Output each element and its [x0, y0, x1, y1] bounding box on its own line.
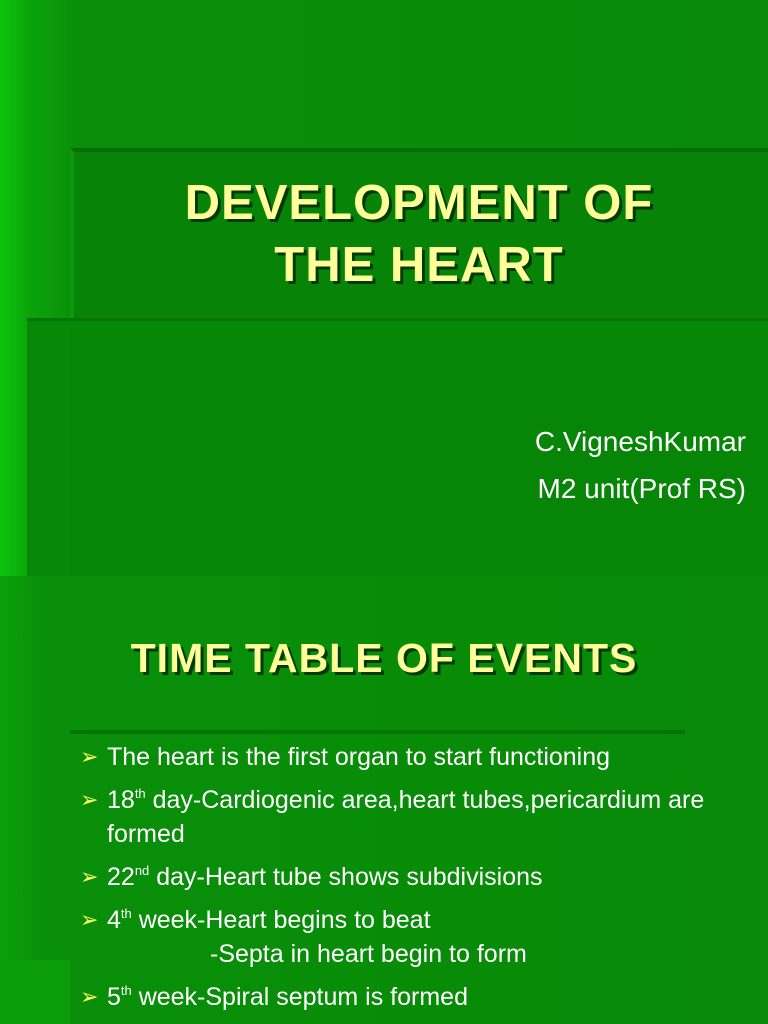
bullet-number: 4	[107, 906, 121, 934]
arrow-bullet-icon: ➢	[80, 864, 99, 889]
bullet-number: 18	[107, 786, 135, 814]
divider-line	[70, 730, 685, 734]
list-item	[80, 860, 760, 894]
title-line-2: THE HEART	[274, 238, 564, 292]
ordinal-suffix: th	[134, 786, 146, 801]
left-accent-block	[0, 960, 70, 1024]
list-item	[80, 980, 760, 1014]
ordinal-suffix: th	[120, 906, 132, 921]
section-title: TIME TABLE OF EVENTS	[130, 635, 638, 681]
list-item	[80, 740, 760, 774]
bullet-text: week-Spiral septum is formed	[131, 983, 468, 1011]
arrow-bullet-icon: ➢	[80, 907, 99, 932]
bullet-text: day-Cardiogenic area,heart tubes,pericardium are formed	[107, 786, 705, 848]
author-unit: M2 unit(Prof RS)	[537, 473, 746, 504]
slide-title	[70, 172, 768, 296]
bullet-text: week-Heart begins to beat	[131, 906, 431, 934]
list-item	[80, 903, 760, 937]
ordinal-suffix: nd	[134, 863, 150, 878]
bullet-text: The heart is the first organ to start functioning	[107, 743, 611, 771]
event-list	[80, 740, 760, 1023]
bullet-number: 5	[107, 983, 121, 1011]
bullet-number: 22	[107, 863, 135, 891]
arrow-bullet-icon: ➢	[80, 787, 99, 812]
list-item	[80, 783, 760, 851]
title-line-1: DEVELOPMENT OF	[184, 176, 654, 230]
list-item-continuation	[80, 937, 760, 971]
arrow-bullet-icon: ➢	[80, 744, 99, 769]
bullet-text: -Septa in heart begin to form	[210, 940, 527, 968]
arrow-bullet-icon: ➢	[80, 984, 99, 1009]
slide-subtitle	[535, 418, 746, 512]
ordinal-suffix: th	[120, 983, 132, 998]
bullet-text: day-Heart tube shows subdivisions	[149, 863, 543, 891]
author-name: C.VigneshKumar	[534, 426, 746, 457]
